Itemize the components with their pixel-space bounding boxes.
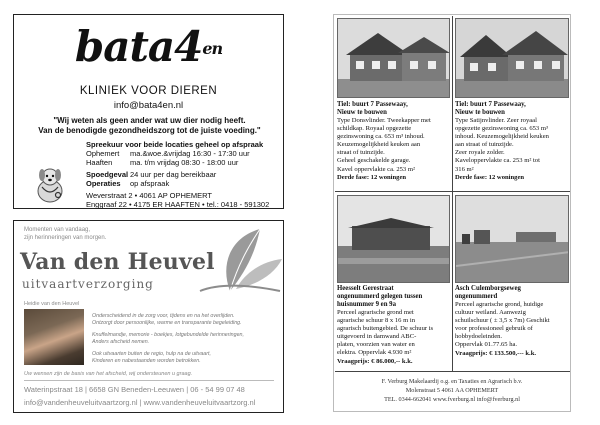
listing-text: straat of tuinzijde. bbox=[337, 149, 385, 157]
quote-line: Van de benodigde gezondheidszorg tot de juiste voeding." bbox=[38, 126, 261, 135]
listing-price: Vraagprijs: € 133.500,--- k.k. bbox=[455, 349, 537, 357]
listing-text: gezinswoning ca. 653 m³ inhoud. bbox=[337, 133, 425, 141]
listing-title: huisnummer 9 en 9a bbox=[337, 301, 396, 308]
emergency-value: 24 uur per dag bereikbaar bbox=[130, 170, 217, 179]
service-text: Ontzorgt door persoonlijke, warme en transparante begeleiding. bbox=[92, 320, 242, 326]
tagline: Momenten van vandaag, bbox=[24, 227, 91, 233]
logo-text: bata bbox=[74, 22, 175, 71]
listing-text: Keuzemogelijkheid keuken aan bbox=[337, 141, 421, 149]
listing-text: uitgevoerd in damwand ABC- bbox=[337, 333, 417, 341]
listing-text: Type Donsvlinder. Tweekapper met bbox=[337, 117, 431, 124]
listing-text: Oppervlak 01.77.65 ha. bbox=[455, 341, 518, 349]
listing-4 bbox=[455, 285, 570, 358]
listing-title: Tiel: buurt 7 Passewaay, bbox=[455, 101, 526, 108]
grid-divider bbox=[335, 191, 571, 192]
listing-1 bbox=[337, 101, 450, 182]
quote-line: "Wij weten als geen ander wat uw dier nodig heeft. bbox=[53, 116, 246, 125]
listing-text: hobbydoeleinden. bbox=[455, 333, 503, 341]
listing-text: opgezette gezinswoning ca. 653 m³ bbox=[455, 125, 548, 133]
listing-title: Tiel: buurt 7 Passewaay, bbox=[337, 101, 408, 108]
listing-text: cultuur weiland. Aanwezig bbox=[455, 309, 526, 317]
listing-text: Kaveloppervlakte ca. 253 m² tot bbox=[455, 157, 540, 165]
operations-label: Operaties bbox=[86, 179, 121, 188]
listing-text: Type Satijnvlinder. Zeer royaal bbox=[455, 117, 537, 124]
photo-caption: Heidie van den Heuvel bbox=[24, 301, 80, 307]
divider bbox=[24, 380, 274, 381]
pasture-photo bbox=[455, 195, 569, 283]
listing-title: ongenummerd bbox=[455, 293, 498, 300]
listing-price: Vraagprijs: € 86.000,-- k.k. bbox=[337, 357, 413, 365]
grid-divider bbox=[335, 371, 571, 372]
address-ophemert: Weverstraat 2 • 4061 AP OPHEMERT bbox=[86, 191, 213, 200]
service-text: Onderscheidend in de zorg voor, tijdens en na het overlijden. bbox=[92, 313, 235, 319]
agency-name: F. Verburg Makelaardij o.g. en Taxaties en Agrarisch b.v. bbox=[381, 378, 523, 385]
bata4en-logo bbox=[14, 22, 283, 71]
listing-title: Nieuw te bouwen bbox=[337, 109, 387, 116]
company-web: info@vandenheuveluitvaartzorg.nl | www.vandenheuveluitvaartzorg.nl bbox=[24, 398, 256, 407]
listing-text: elektra. Oppervlak 4.930 m² bbox=[337, 349, 412, 357]
listing-title: ongenummerd gelegen tussen bbox=[337, 293, 423, 300]
clinic-email: info@bata4en.nl bbox=[113, 100, 184, 111]
bata4en-advertisement bbox=[13, 14, 284, 209]
hours-row bbox=[86, 149, 250, 158]
hours-time: ma. t/m vrijdag 08:30 - 18:00 uur bbox=[130, 158, 239, 167]
hours-place: Haaften bbox=[86, 158, 113, 167]
service-text: Anders afscheid nemen. bbox=[92, 339, 150, 345]
listing-text: agrarische schuur 8 x 16 m in bbox=[337, 317, 416, 325]
listing-text: Perceel agrarische grond met bbox=[337, 309, 414, 316]
listing-title: Nieuw te bouwen bbox=[455, 109, 505, 116]
real-estate-advertisement bbox=[333, 14, 571, 412]
company-title: Van den Heuvel bbox=[20, 249, 215, 275]
listing-text: Geheel geschakelde garage. bbox=[337, 157, 411, 165]
listing-text: inhoud. Keuzemogelijkheid keuken bbox=[455, 133, 549, 141]
dog-with-stethoscope-icon bbox=[30, 165, 70, 205]
logo-number: 4 bbox=[174, 22, 203, 71]
house-photo bbox=[455, 18, 569, 98]
agency-address: Molenstraat 5 4061 AA OPHEMERT bbox=[405, 387, 499, 394]
operations-value: op afspraak bbox=[130, 179, 170, 188]
listing-text: Zeer royale zolder. bbox=[455, 149, 505, 157]
house-photo bbox=[337, 18, 450, 98]
barn-photo bbox=[337, 195, 450, 283]
hours-place: Ophemert bbox=[86, 149, 120, 158]
listing-text: agrarisch buitengebied. De schuur is bbox=[337, 325, 434, 333]
company-address: Waterinpstraat 18 | 6658 GN Beneden-Leeuwen | 06 - 54 99 07 48 bbox=[24, 385, 245, 394]
hours-title: Spreekuur voor beide locaties geheel op afspraak bbox=[86, 140, 264, 149]
agency-contact: TEL. 0344-662041 www.fverburg.nl info@fverburg.nl bbox=[384, 396, 520, 403]
listing-text: 316 m² bbox=[455, 165, 474, 173]
listing-text: schuilschuur ( ± 3,5 x 7m) Geschikt bbox=[455, 317, 550, 325]
listing-title: Heesselt Gerestraat bbox=[337, 285, 394, 292]
grid-divider bbox=[452, 16, 453, 371]
tagline: zijn herinneringen van morgen. bbox=[24, 235, 107, 241]
listing-text: Kavel oppervlakte ca. 253 m² bbox=[337, 165, 415, 173]
listing-title: Asch Culemborgseweg bbox=[455, 285, 521, 292]
service-text: Kinderen en nabestaanden worden betrokken. bbox=[92, 358, 201, 364]
footer-note: Uw wensen zijn de basis van het afscheid, wij ondersteunen u graag. bbox=[24, 371, 193, 377]
listing-phase: Derde fase: 12 woningen bbox=[455, 173, 525, 181]
hours-row bbox=[86, 158, 239, 167]
listing-3 bbox=[337, 285, 450, 366]
listing-text: aan straat of tuinzijde. bbox=[455, 141, 514, 149]
clinic-name: KLINIEK VOOR DIEREN bbox=[79, 85, 218, 97]
listing-text: Perceel agrarische grond, huidige bbox=[455, 301, 544, 308]
listing-text: schildkap. Royaal opgezette bbox=[337, 125, 412, 133]
address-haaften: Enggraaf 22 • 4175 ER HAAFTEN • tel.: 0418 - 591302 bbox=[86, 200, 270, 209]
listing-text: platen, voorzien van water en bbox=[337, 341, 415, 349]
listing-2 bbox=[455, 101, 570, 182]
listing-text: voor professioneel gebruik of bbox=[455, 325, 533, 333]
logo-sup: en bbox=[202, 39, 223, 58]
clinic-quote bbox=[18, 116, 281, 136]
uitvaartverzorging-advertisement bbox=[13, 220, 284, 413]
service-text: Ook uitvaarten buiten de regio, hulp na de uitvaart, bbox=[92, 351, 211, 357]
portrait-photo bbox=[24, 309, 84, 365]
hours-time: ma.&woe.&vrijdag 16:30 - 17:30 uur bbox=[130, 149, 250, 158]
listing-phase: Derde fase: 12 woningen bbox=[337, 173, 407, 181]
service-text: Knuffelmandje, memorie - boekjes, lotgebundelde herinneringen, bbox=[92, 332, 244, 338]
company-subtitle: uitvaartverzorging bbox=[22, 277, 154, 291]
emergency-label: Spoedgeval bbox=[86, 170, 129, 179]
